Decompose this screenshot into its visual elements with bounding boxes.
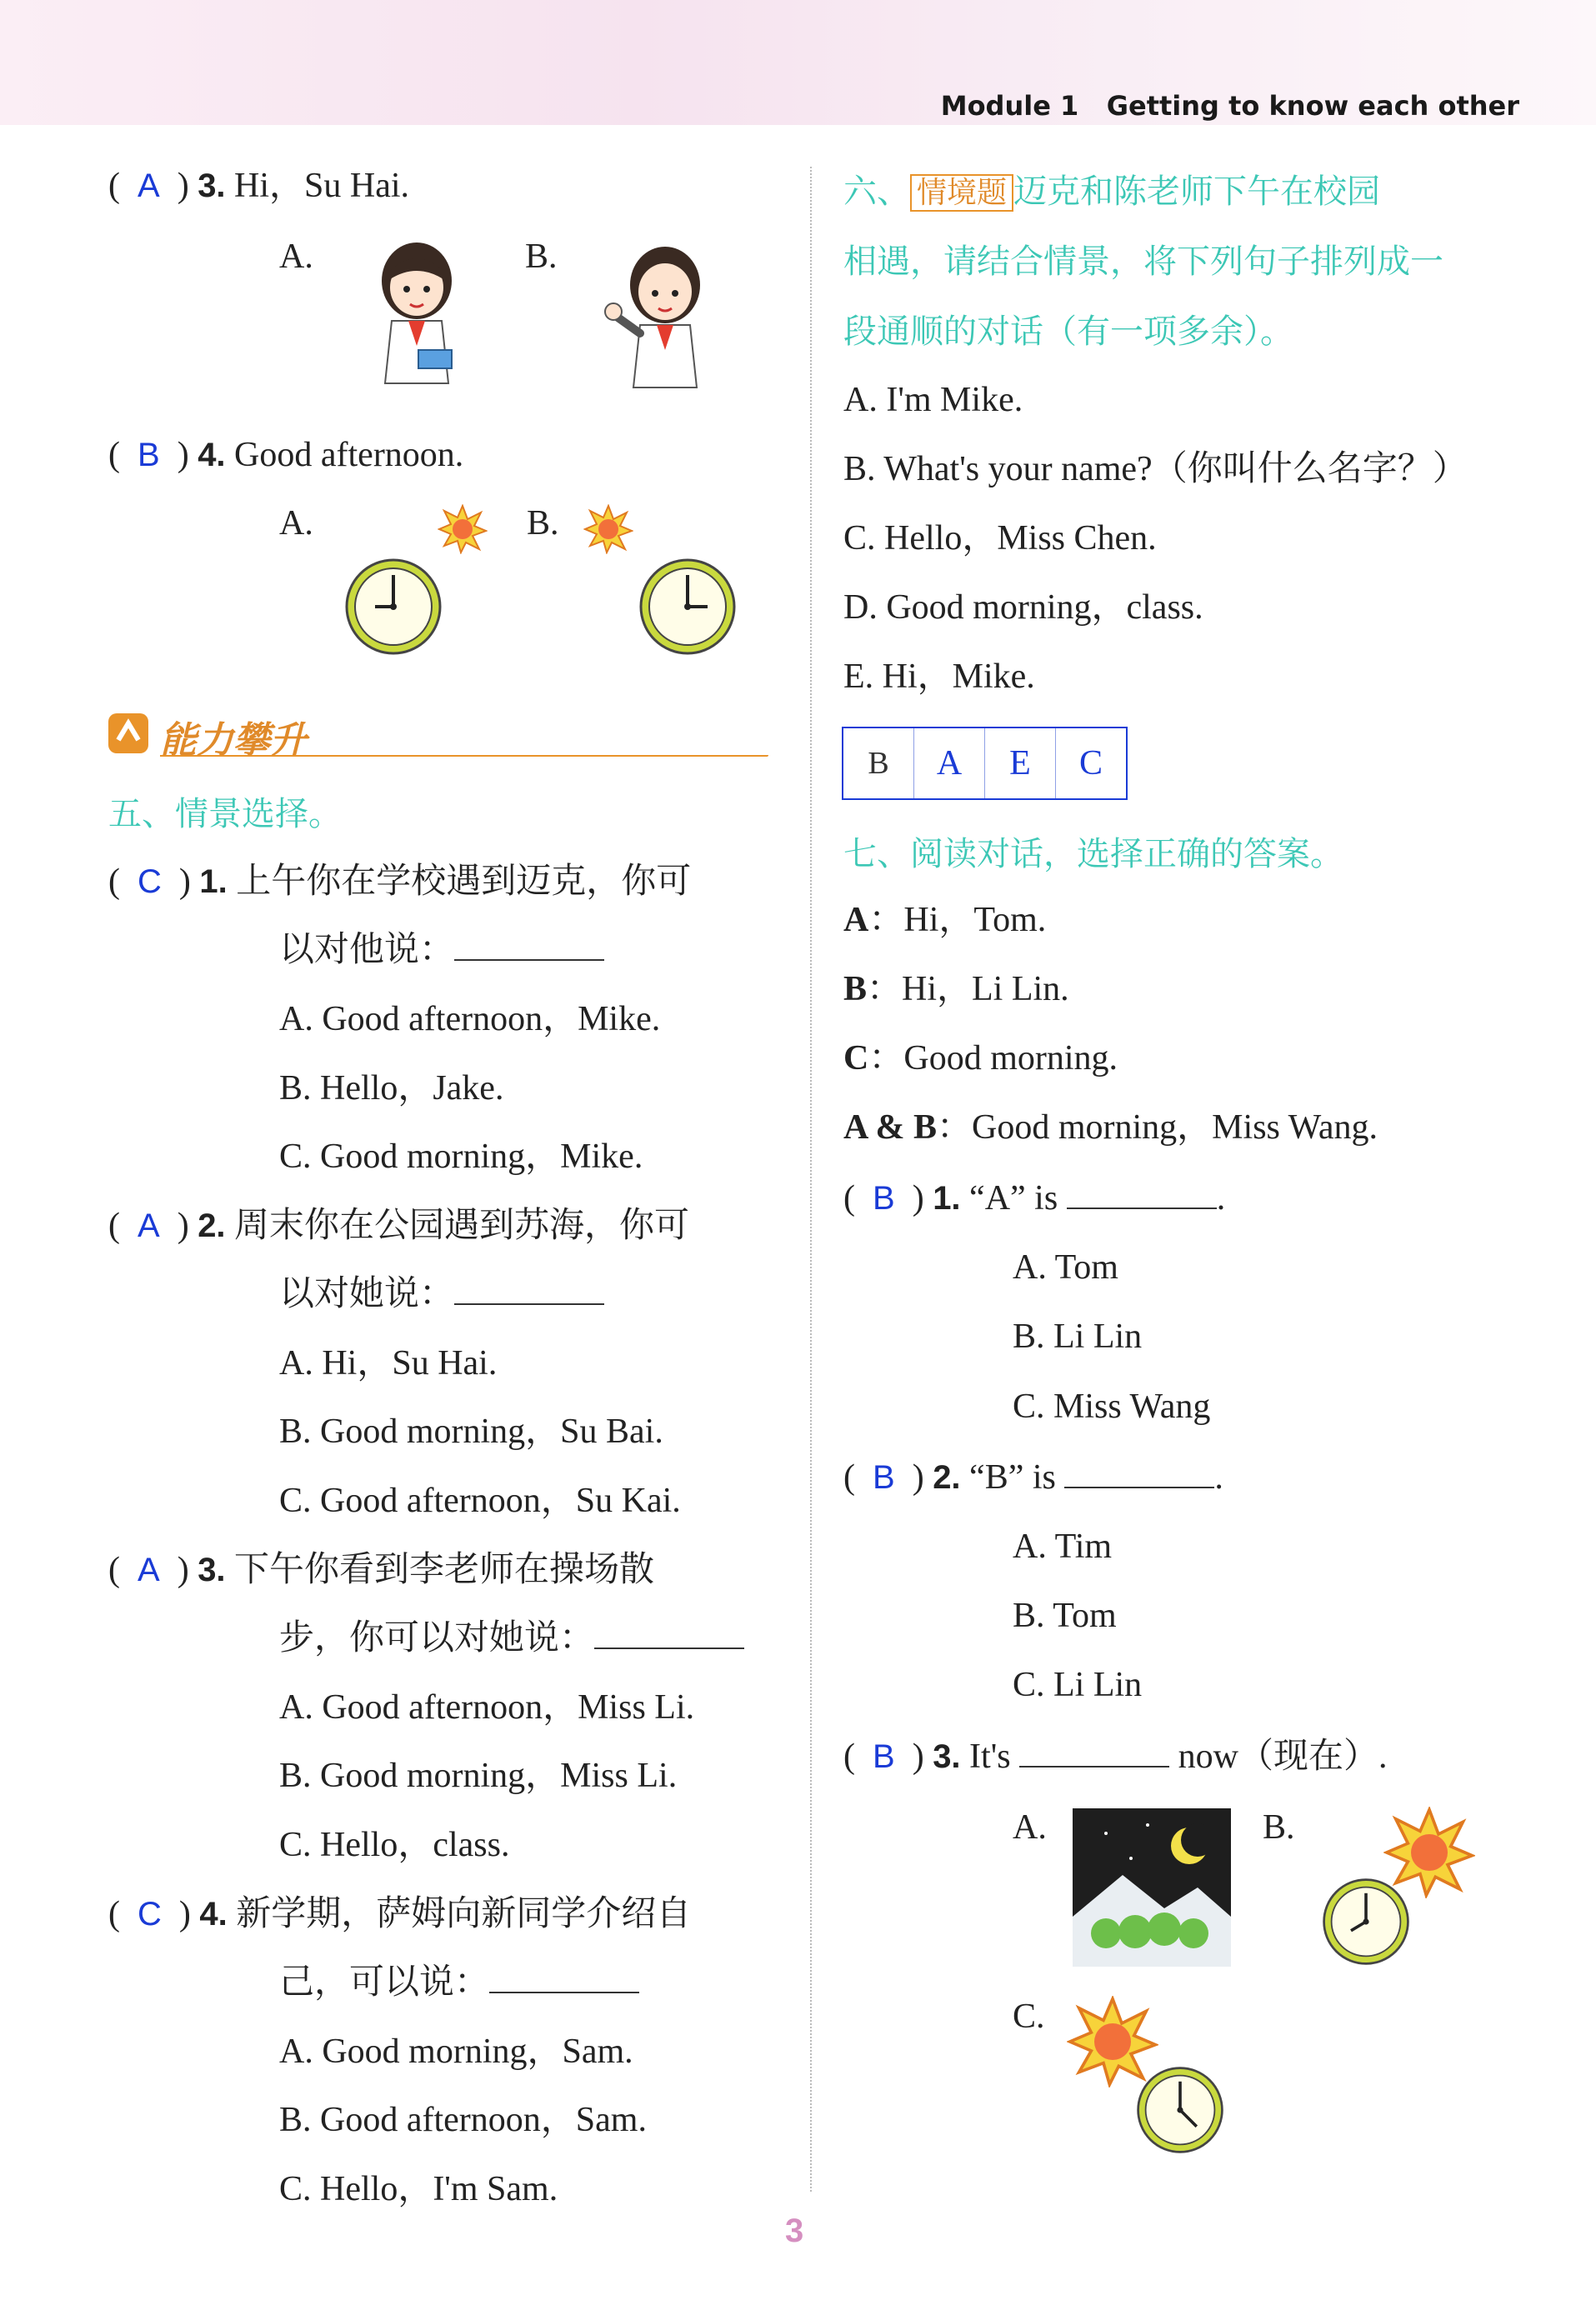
speaker: A	[843, 901, 869, 939]
page-header	[941, 90, 1519, 122]
scenario-tag: 情境题	[910, 174, 1013, 212]
option-b: B. Li Lin	[1013, 1318, 1143, 1356]
question-text-line2	[279, 1615, 744, 1662]
answer-mark: C	[138, 1896, 162, 1932]
option-c-label: C.	[1013, 1998, 1045, 2036]
dialogue-line: C：Good morning.	[843, 1039, 1118, 1078]
order-answer-boxes	[842, 727, 1128, 800]
question-text-line2	[279, 1959, 639, 2006]
order-box: C	[1078, 744, 1103, 782]
question-row: ( A ) 3. 下午你看到李老师在操场散	[108, 1551, 655, 1589]
module-title: Getting to know each other	[1106, 90, 1519, 122]
answer-blank	[454, 928, 604, 961]
line-text: Hi，Li Lin.	[902, 970, 1069, 1008]
option-b: B. Tom	[1013, 1597, 1117, 1635]
question-text-cont: 以对她说：	[279, 1275, 455, 1313]
question-text-line2	[279, 1271, 604, 1318]
night-moon-scene-icon	[1073, 1808, 1231, 1967]
question-end: now（现在）.	[1178, 1738, 1388, 1776]
question-number: 3.	[198, 1552, 226, 1588]
option-a: A. Tom	[1013, 1248, 1118, 1287]
answer-mark: B	[138, 437, 160, 473]
question-number: 2.	[198, 1208, 226, 1244]
answer-mark: C	[138, 863, 162, 900]
answer-mark: B	[873, 1459, 895, 1496]
answer-mark: A	[138, 168, 160, 204]
dialogue-line: B：Hi，Li Lin.	[843, 970, 1069, 1008]
option-a: A. Tim	[1013, 1528, 1113, 1566]
question-text-cont: 以对他说：	[279, 931, 455, 969]
speaker: A & B	[843, 1108, 938, 1147]
option-b-label: B.	[1263, 1808, 1295, 1847]
question-number: 1.	[199, 863, 228, 900]
question-text-cont: 步，你可以对她说：	[279, 1619, 595, 1658]
dialogue-line: A & B：Good morning，Miss Wang.	[843, 1108, 1378, 1147]
section-6-number: 六、	[843, 172, 910, 211]
section-6-title-line2: 相遇，请结合情景，将下列句子排列成一	[843, 242, 1443, 281]
option-c: C. Hello，I'm Sam.	[279, 2170, 558, 2208]
option-b: B. Hello，Jake.	[279, 1069, 504, 1108]
section-6-title	[843, 165, 1380, 212]
question-number: 4.	[198, 437, 226, 473]
order-box: A	[914, 728, 985, 798]
sentence-item: A. I'm Mike.	[843, 381, 1023, 419]
question-text: It's	[969, 1738, 1011, 1776]
banner-badge-icon	[107, 712, 150, 755]
question-text: “B” is	[969, 1458, 1056, 1497]
banner-underline	[160, 755, 768, 757]
section-6-title-line3: 段通顺的对话（有一项多余）。	[843, 312, 1293, 351]
option-c: C. Hello，class.	[279, 1826, 510, 1864]
column-divider	[810, 167, 812, 2192]
order-box: B	[843, 728, 914, 798]
sentence-item: B. What's your name?（你叫什么名字？）	[843, 450, 1468, 488]
sentence-item: E. Hi，Mike.	[843, 658, 1035, 696]
question-row: ( C ) 1. 上午你在学校遇到迈克，你可	[108, 862, 692, 901]
sentence-item: C. Hello，Miss Chen.	[843, 519, 1157, 558]
option-b-label: B.	[527, 504, 559, 542]
question-text: 上午你在学校遇到迈克，你可	[236, 862, 692, 901]
option-b: B. Good afternoon，Sam.	[279, 2101, 647, 2139]
section-banner	[107, 707, 773, 765]
option-c: C. Li Lin	[1013, 1666, 1143, 1704]
question-text: Good afternoon.	[234, 436, 464, 474]
line-text: Good morning.	[903, 1039, 1118, 1078]
option-a-label: A.	[279, 238, 313, 276]
question-text: 新学期，萨姆向新同学介绍自	[236, 1895, 692, 1933]
sun-icon	[583, 504, 633, 554]
question-text: 下午你看到李老师在操场散	[234, 1551, 655, 1589]
speaker: C	[843, 1039, 869, 1078]
section-5-title: 五、情景选择。	[108, 795, 342, 833]
question-text: Hi，Su Hai.	[234, 167, 410, 205]
question-text-line2	[279, 927, 604, 973]
option-a: A. Hi，Su Hai.	[279, 1344, 498, 1382]
option-b: B. Good morning，Miss Li.	[279, 1757, 678, 1795]
answer-blank	[594, 1616, 744, 1649]
answer-blank	[489, 1960, 639, 1993]
option-a: A. Good afternoon，Mike.	[279, 1000, 661, 1038]
question-row: ( B ) 2. “B” is .	[843, 1454, 1223, 1501]
answer-blank	[454, 1272, 604, 1305]
page-number: 3	[785, 2212, 804, 2249]
answer-mark: B	[873, 1738, 895, 1775]
answer-mark: B	[873, 1180, 895, 1217]
section-6-title-line1: 迈克和陈老师下午在校园	[1013, 172, 1381, 211]
question-row: ( A ) 2. 周末你在公园遇到苏海，你可	[108, 1207, 690, 1245]
answer-blank	[1064, 1455, 1214, 1488]
answer-blank	[1067, 1176, 1217, 1209]
dialogue-line: A：Hi，Tom.	[843, 901, 1047, 939]
answer-blank	[1019, 1734, 1169, 1768]
option-c: C. Good afternoon，Su Kai.	[279, 1482, 681, 1520]
girl-with-book-icon	[367, 238, 467, 396]
option-a-label: A.	[1013, 1808, 1047, 1847]
question-number: 4.	[199, 1896, 228, 1932]
line-text: Hi，Tom.	[903, 901, 1047, 939]
question-text-cont: 己，可以说：	[279, 1963, 490, 2002]
sentence-item: D. Good morning，class.	[843, 588, 1203, 627]
option-a-label: A.	[279, 504, 313, 542]
question-text: 周末你在公园遇到苏海，你可	[234, 1207, 690, 1245]
module-label: Module 1	[940, 90, 1079, 122]
question-number: 2.	[933, 1459, 961, 1496]
clock-icon	[638, 557, 738, 657]
option-c: C. Good morning，Mike.	[279, 1138, 643, 1176]
question-number: 3.	[198, 168, 226, 204]
question-row: ( B ) 4. Good afternoon.	[108, 436, 464, 474]
question-row: ( B ) 3. It's now（现在）.	[843, 1733, 1387, 1780]
question-number: 3.	[933, 1738, 961, 1775]
answer-mark: A	[138, 1208, 160, 1244]
section-7-title: 七、阅读对话，选择正确的答案。	[843, 835, 1343, 873]
option-a: A. Good afternoon，Miss Li.	[279, 1688, 695, 1727]
speaker: B	[843, 970, 868, 1008]
question-text: “A” is	[969, 1179, 1058, 1218]
girl-waving-icon	[600, 242, 717, 400]
option-c: C. Miss Wang	[1013, 1388, 1211, 1426]
banner-title: 能力攀升	[160, 719, 307, 762]
question-row: ( A ) 3. Hi，Su Hai.	[108, 167, 410, 205]
option-b: B. Good morning，Su Bai.	[279, 1412, 663, 1451]
question-number: 1.	[933, 1180, 961, 1217]
sun-icon	[438, 504, 488, 554]
order-box: E	[985, 728, 1056, 798]
clock-icon	[1321, 1877, 1411, 1967]
question-row: ( C ) 4. 新学期，萨姆向新同学介绍自	[108, 1895, 692, 1933]
question-end: .	[1214, 1458, 1223, 1497]
question-row: ( B ) 1. “A” is .	[843, 1175, 1225, 1222]
clock-icon	[343, 557, 443, 657]
option-b-label: B.	[525, 238, 558, 276]
answer-mark: A	[138, 1552, 160, 1588]
option-a: A. Good morning，Sam.	[279, 2032, 633, 2071]
clock-icon	[1135, 2065, 1225, 2155]
line-text: Good morning，Miss Wang.	[972, 1108, 1378, 1147]
question-end: .	[1216, 1179, 1226, 1218]
